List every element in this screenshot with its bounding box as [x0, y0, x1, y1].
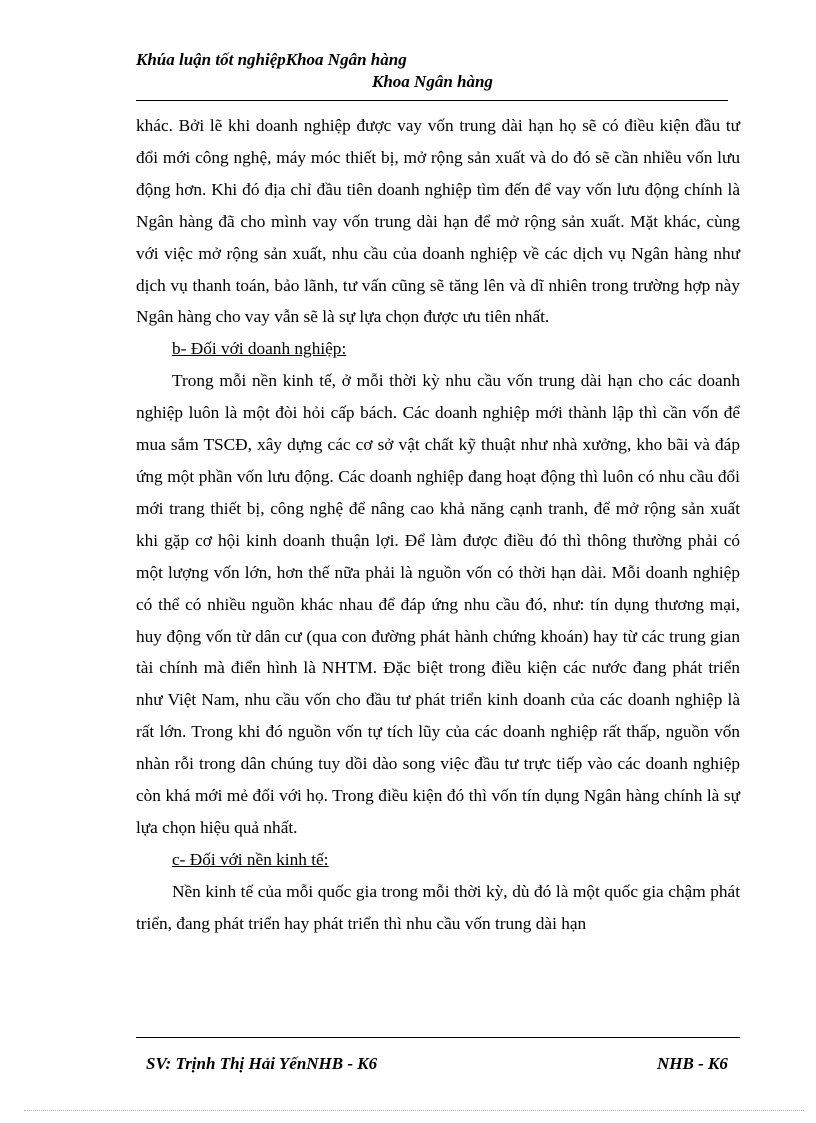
- section-heading-b-text: b- Đối với doanh nghiệp:: [172, 339, 347, 359]
- section-heading-c-text: c- Đối với nền kinh tế:: [172, 849, 329, 869]
- paragraph-3: Nền kinh tế của mỗi quốc gia trong mỗi thời kỳ, dù đó là một quốc gia chậm phát triển, đang phát triển hay phát triển thì nhu cầu vốn trung dài hạn: [136, 881, 740, 933]
- footer-class-code: NHB - K6: [657, 1054, 728, 1073]
- page-edge-divider: [24, 1110, 804, 1111]
- header-subtitle: Khoa Ngân hàng: [372, 72, 493, 91]
- header-title: Khúa luận tốt nghiệpKhoa Ngân hàng: [136, 50, 407, 69]
- paragraph-1: khác. Bởi lẽ khi doanh nghiệp được vay vốn trung dài hạn họ sẽ có điều kiện đầu tư đổi mới công nghệ, máy móc thiết bị, mở rộng sản xuất và do đó sẽ cần nhiều vốn lưu động hơn. Khi đó địa chỉ đầu tiên doanh nghiệp tìm đến để vay vốn lưu động chính là Ngân hàng đã cho mình vay vốn trung dài hạn để mở rộng sản xuất. Mặt khác, cùng với việc mở rộng sản xuất, nhu cầu của doanh nghiệp về các dịch vụ Ngân hàng như dịch vụ thanh toán, bảo lãnh, tư vấn cũng sẽ tăng lên và dĩ nhiên trong trường hợp này Ngân hàng cho vay vẫn sẽ là sự lựa chọn được ưu tiên nhất.: [136, 116, 740, 327]
- footer-divider: [136, 1037, 740, 1038]
- paragraph-2: Trong mỗi nền kinh tế, ở mỗi thời kỳ nhu cầu vốn trung dài hạn cho các doanh nghiệp luôn là một đòi hỏi cấp bách. Các doanh nghiệp mới thành lập thì cần vốn để mua sắm TSCĐ, xây dựng các cơ sở vật chất kỹ thuật như nhà xưởng, kho bãi và đáp ứng một phần vốn lưu động. Các doanh nghiệp đang hoạt động thì luôn có nhu cầu đổi mới trang thiết bị, công nghệ để nâng cao khả năng cạnh tranh, để mở rộng sản xuất khi gặp cơ hội kinh doanh thuận lợi. Để làm được điều đó thì thông thường phải có một lượng vốn lớn, hơn thế nữa phải là nguồn vốn có thời hạn dài. Mỗi doanh nghiệp có thể có nhiều nguồn khác nhau để đáp ứng nhu cầu đó, như: tín dụng thương mại, huy động vốn từ dân cư (qua con đường phát hành chứng khoán) hay từ các trung gian tài chính mà điển hình là NHTM. Đặc biệt trong điều kiện các nước đang phát triển như Việt Nam, nhu cầu vốn cho đầu tư phát triển kinh doanh của các doanh nghiệp là rất lớn. Trong khi đó nguồn vốn tự tích lũy của các doanh nghiệp rất thấp, nguồn vốn nhàn rỗi trong dân chúng tuy dồi dào song việc đầu tư trực tiếp vào các doanh nghiệp còn khá mới mẻ đối với họ. Trong điều kiện đó thì vốn tín dụng Ngân hàng chính là sự lựa chọn hiệu quả nhất.: [136, 371, 740, 837]
- section-heading-c: [136, 844, 740, 876]
- footer-author: SV: Trịnh Thị Hải YếnNHB - K6: [146, 1054, 378, 1073]
- section-heading-b: [136, 333, 740, 365]
- document-body: [136, 110, 740, 940]
- header-divider: [136, 100, 728, 101]
